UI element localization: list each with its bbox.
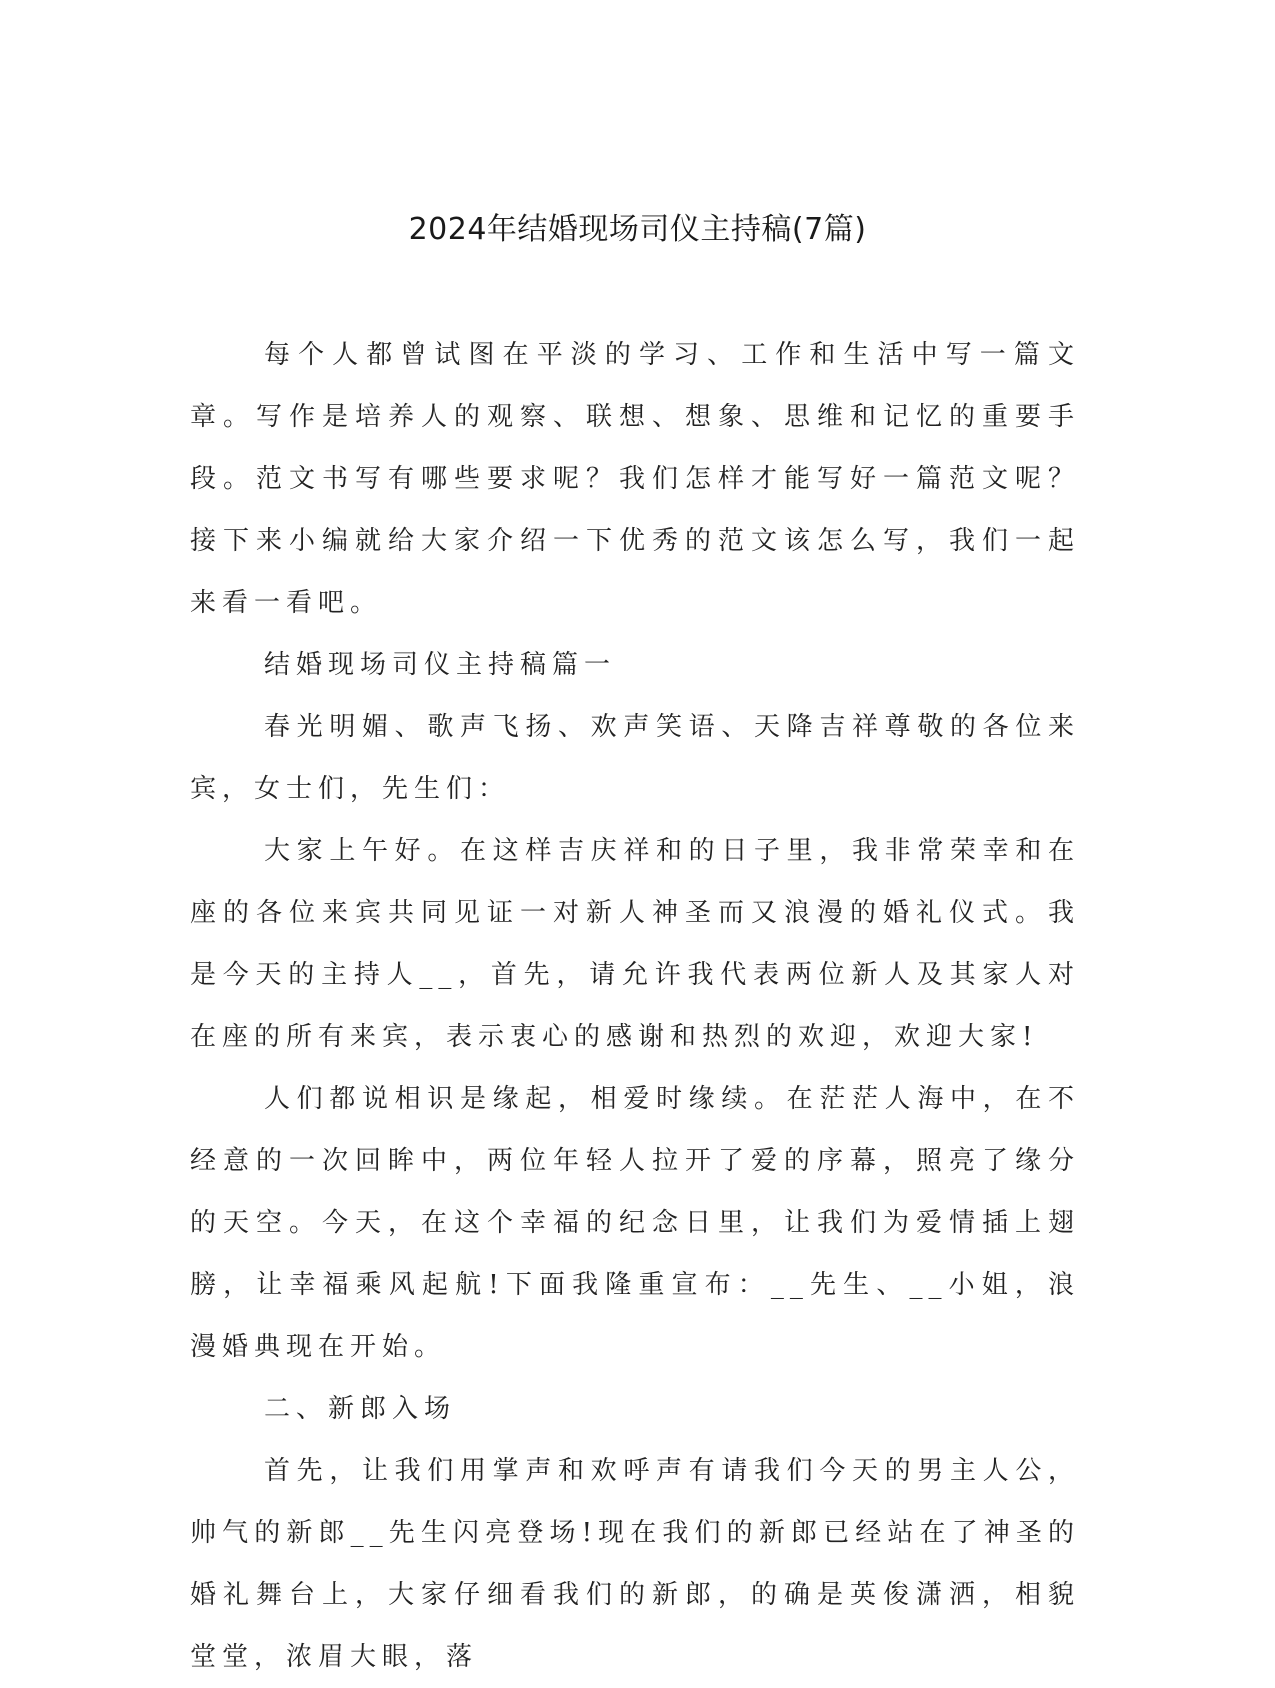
greeting-paragraph: 春光明媚、歌声飞扬、欢声笑语、天降吉祥尊敬的各位来宾，女士们，先生们： [190, 712, 1080, 804]
opening-paragraph: 大家上午好。在这样吉庆祥和的日子里，我非常荣幸和在座的各位来宾共同见证一对新人神圣而又浪漫的婚礼仪式。我是今天的主持人__，首先，请允许我代表两位新人及其家人对在座的所有来宾，表示衷心的感谢和热烈的欢迎，欢迎大家! [190, 836, 1080, 1052]
document-title: 2024年结婚现场司仪主持稿(7篇) [408, 212, 867, 247]
document-body [190, 324, 1080, 1688]
section-heading-1: 结婚现场司仪主持稿篇一 [264, 650, 617, 680]
intro-paragraph: 每个人都曾试图在平淡的学习、工作和生活中写一篇文章。写作是培养人的观察、联想、想象、思维和记忆的重要手段。范文书写有哪些要求呢？我们怎样才能写好一篇范文呢？接下来小编就给大家介绍一下优秀的范文该怎么写，我们一起来看一看吧。 [190, 340, 1080, 618]
section-heading-groom: 二、新郎入场 [264, 1394, 457, 1424]
groom-entrance-paragraph: 首先，让我们用掌声和欢呼声有请我们今天的男主人公，帅气的新郎__先生闪亮登场!现在我们的新郎已经站在了神圣的婚礼舞台上，大家仔细看我们的新郎，的确是英俊潇洒，相貌堂堂，浓眉大眼，落 [190, 1456, 1080, 1672]
announcement-paragraph: 人们都说相识是缘起，相爱时缘续。在茫茫人海中，在不经意的一次回眸中，两位年轻人拉开了爱的序幕，照亮了缘分的天空。今天，在这个幸福的纪念日里，让我们为爱情插上翅膀，让幸福乘风起航!下面我隆重宣布：__先生、__小姐，浪漫婚典现在开始。 [190, 1084, 1080, 1362]
